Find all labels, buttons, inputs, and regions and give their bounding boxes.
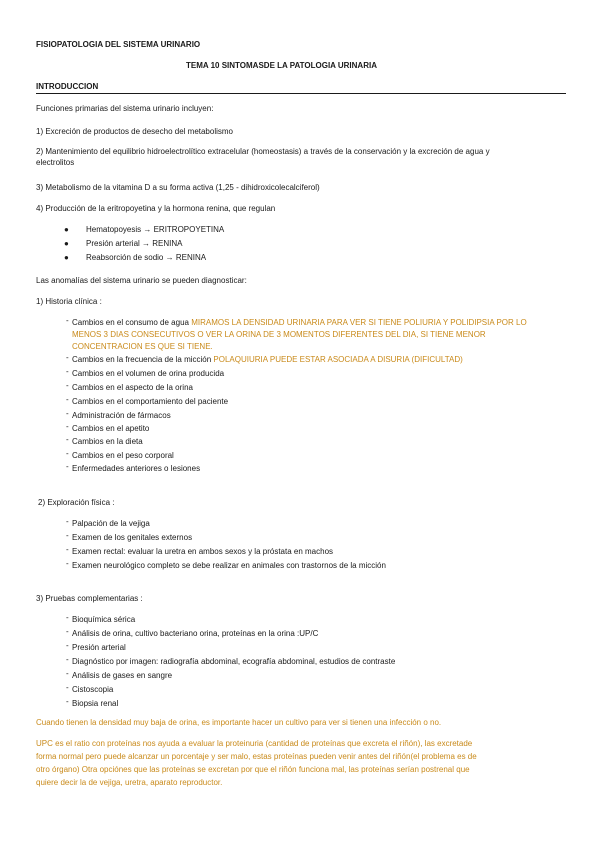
dash-bullet-icon: - [66,517,69,526]
list-item: Cistoscopia [72,685,114,694]
list-item: Enfermedades anteriores o lesiones [72,464,201,473]
list-item: Presión arterial [72,643,126,652]
list-item: Bioquímica sérica [72,615,136,624]
function-3: 3) Metabolismo de la vitamina D a su forma activa (1,25 - dihidroxicolecalciferol) [36,183,320,192]
list-item: Diagnóstico por imagen: radiografía abdominal, ecografía abdominal, estudios de contraste [72,657,396,666]
dash-bullet-icon: - [66,395,69,404]
dash-bullet-icon: - [66,435,69,444]
dash-bullet-icon: - [66,462,69,471]
subsection-heading: 2) Exploración física : [38,498,115,507]
dash-bullet-icon: - [66,627,69,636]
list-item: Examen rectal: evaluar la uretra en ambos sexos y la próstata en machos [72,547,334,556]
list-item: Cambios en el aspecto de la orina [72,383,193,392]
annotation-note: Cuando tienen la densidad muy baja de orina, es importante hacer un cultivo para ver si tienen una infección o no. [36,718,442,727]
list-item: Hematopoyesis → ERITROPOYETINA [86,225,225,234]
list-item: Análisis de gases en sangre [72,671,173,680]
list-item: Análisis de orina, cultivo bacteriano orina, proteínas en la orina :UP/C [72,629,319,638]
function-4: 4) Producción de la eritropoyetina y la hormona renina, que regulan [36,204,276,213]
dash-bullet-icon: - [66,449,69,458]
annotation-note: otro órgano) Otra opciónes que las proteínas se excretan por que el riñón funciona mal, las proteínas serían postrenal que [36,765,470,774]
list-item: Presión arterial → RENINA [86,239,183,248]
dash-bullet-icon: - [66,531,69,540]
annotation-note: UPC es el ratio con proteínas nos ayuda a evaluar la proteinuria (cantidad de proteínas que excreta el riñón), las excretade [36,739,473,748]
dash-bullet-icon: - [66,559,69,568]
dash-bullet-icon: - [66,641,69,650]
annotation-note: CONCENTRACION ES QUE SI TIENE. [72,342,213,351]
list-item: Examen de los genitales externos [72,533,193,542]
bullet-dot-icon: ● [64,225,69,234]
list-item: Cambios en la dieta [72,437,143,446]
annotation-note: MIRAMOS LA DENSIDAD URINARIA PARA VER SI TIENE POLIURIA Y POLIDIPSIA POR LO [191,318,527,327]
list-item: Palpación de la vejiga [72,519,150,528]
dash-bullet-icon: - [66,655,69,664]
section-heading: INTRODUCCION [36,82,99,91]
list-item: Examen neurológico completo se debe realizar en animales con trastornos de la micción [72,561,386,570]
diagnosis-lead: Las anomalías del sistema urinario se pueden diagnosticar: [36,276,247,285]
subsection-heading: 3) Pruebas complementarias : [36,594,143,603]
list-item: Cambios en el volumen de orina producida [72,369,225,378]
dash-bullet-icon: - [66,697,69,706]
section-rule [36,93,566,94]
dash-bullet-icon: - [66,683,69,692]
dash-bullet-icon: - [66,316,69,325]
annotation-note: forma normal pero puede alcanzar un porcentaje y ser malo, estas proteínas pueden venir antes del riñón(el problema es de [36,752,477,761]
function-2-line-1: 2) Mantenimiento del equilibrio hidroelectrolítico extracelular (homeostasis) a través de la conservación y la excreción de agua y [36,147,490,156]
page-title: TEMA 10 SINTOMASDE LA PATOLOGIA URINARIA [186,61,377,70]
list-item: Cambios en la frecuencia de la micción POLAQUIURIA PUEDE ESTAR ASOCIADA A DISURIA (DIFICULTAD) [72,355,463,364]
function-2-line-2: electrolitos [36,158,75,167]
dash-bullet-icon: - [66,422,69,431]
bullet-dot-icon: ● [64,239,69,248]
list-item: Cambios en el comportamiento del paciente [72,397,229,406]
list-item: Reabsorción de sodio → RENINA [86,253,207,262]
intro-lead: Funciones primarias del sistema urinario incluyen: [36,104,214,113]
list-item: Cambios en el peso corporal [72,451,174,460]
dash-bullet-icon: - [66,545,69,554]
dash-bullet-icon: - [66,409,69,418]
list-item: Administración de fármacos [72,411,171,420]
list-item: Cambios en el consumo de agua MIRAMOS LA DENSIDAD URINARIA PARA VER SI TIENE POLIURIA Y POLIDIPSIA POR LO [72,318,527,327]
function-1: 1) Excreción de productos de desecho del metabolismo [36,127,233,136]
dash-bullet-icon: - [66,669,69,678]
dash-bullet-icon: - [66,367,69,376]
document-label: FISIOPATOLOGIA DEL SISTEMA URINARIO [36,40,201,49]
dash-bullet-icon: - [66,381,69,390]
dash-bullet-icon: - [66,353,69,362]
annotation-note: POLAQUIURIA PUEDE ESTAR ASOCIADA A DISURIA (DIFICULTAD) [213,355,463,364]
dash-bullet-icon: - [66,613,69,622]
bullet-dot-icon: ● [64,253,69,262]
list-item: Cambios en el apetito [72,424,150,433]
annotation-note: quiere decir la de vejiga, uretra, aparato reproductor. [36,778,223,787]
annotation-note: MENOS 3 DIAS CONSECUTIVOS O VER LA ORINA DE 3 MOMENTOS DIFERENTES DEL DIA, SI TIENE MENOR [72,330,486,339]
list-item: Biopsia renal [72,699,119,708]
subsection-heading: 1) Historia clínica : [36,297,102,306]
